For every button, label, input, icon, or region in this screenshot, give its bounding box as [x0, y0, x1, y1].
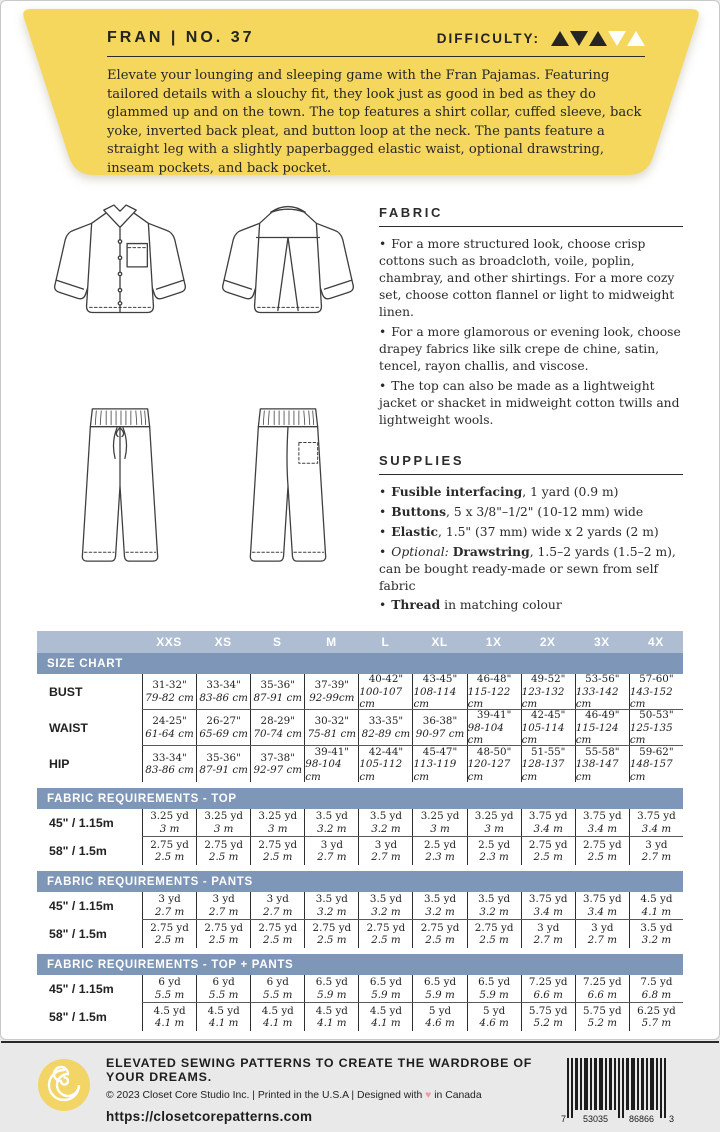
- bullet-icon: •: [379, 237, 387, 251]
- supplies-heading: SUPPLIES: [379, 453, 683, 475]
- yardage-cell: 7.25 yd 6.6 m: [575, 975, 629, 1002]
- yardage-cell: 3.5 yd 3.2 m: [304, 809, 358, 836]
- tagline: ELEVATED SEWING PATTERNS TO CREATE THE WARDROBE OF YOUR DREAMS.: [106, 1056, 533, 1085]
- yardage-cell: 3.5 yd 3.2 m: [467, 892, 521, 919]
- size-column-header: 4X: [648, 635, 664, 650]
- table-row-45in: [37, 975, 683, 1003]
- measurement-cell: 31-32" 79-82 cm: [142, 674, 196, 709]
- svg-text:86866: 86866: [629, 1114, 655, 1125]
- measurement-cell: 35-36" 87-91 cm: [196, 746, 250, 782]
- drawing-top-back: [205, 199, 371, 351]
- fabric-bullet: • The top can also be made as a lightweight jacket or shacket in midweight cotton twills and lightweight wools.: [379, 378, 680, 427]
- yardage-cell: 3 yd 2.7 m: [629, 837, 683, 865]
- difficulty-triangle-icon: [589, 31, 607, 46]
- bullet-icon: •: [379, 324, 387, 339]
- measurement-cell: 49-52" 123-132 cm: [521, 674, 575, 709]
- table-row-58in: [37, 920, 683, 948]
- section-bar: FABRIC REQUIREMENTS - TOP: [37, 788, 683, 809]
- supply-item: • Optional: Drawstring, 1.5–2 yards (1.5–2 m), can be bought ready-made or sewn from self fabric: [379, 543, 676, 593]
- yardage-cell: 6.5 yd 5.9 m: [467, 975, 521, 1002]
- measurement-cell: 24-25" 61-64 cm: [142, 710, 196, 745]
- yardage-cell: 3.5 yd 3.2 m: [304, 892, 358, 919]
- yardage-cell: 6.5 yd 5.9 m: [358, 975, 412, 1002]
- difficulty-label: DIFFICULTY:: [436, 30, 540, 46]
- yardage-cell: 6 yd 5.5 m: [196, 975, 250, 1002]
- measurement-cell: 42-45" 105-114 cm: [521, 710, 575, 745]
- size-chart-bar: SIZE CHART: [37, 653, 683, 674]
- table-row-hip: [37, 746, 683, 782]
- measurement-cell: 40-42" 100-107 cm: [358, 674, 412, 709]
- fabric-section: [379, 205, 683, 429]
- yardage-cell: 3 yd 2.7 m: [250, 892, 304, 919]
- yardage-cell: 7.25 yd 6.6 m: [521, 975, 575, 1002]
- barcode: [561, 1056, 683, 1132]
- table-row-58in: [37, 1003, 683, 1031]
- yardage-cell: 3 yd 2.7 m: [521, 920, 575, 948]
- table-row-58in: [37, 837, 683, 865]
- supply-item: • Fusible interfacing, 1 yard (0.9 m): [379, 483, 619, 499]
- difficulty-rating: [437, 31, 645, 46]
- yardage-cell: 4.5 yd 4.1 m: [196, 1003, 250, 1031]
- yardage-cell: 3.75 yd 3.4 m: [521, 809, 575, 836]
- yardage-cell: 7.5 yd 6.8 m: [629, 975, 683, 1002]
- yardage-cell: 5.75 yd 5.2 m: [521, 1003, 575, 1031]
- table-row-bust: [37, 674, 683, 710]
- yardage-cell: 3.25 yd 3 m: [250, 809, 304, 836]
- pattern-title: FRAN | NO. 37: [107, 29, 255, 46]
- yardage-cell: 3.25 yd 3 m: [142, 809, 196, 836]
- size-column-header: XS: [214, 635, 232, 650]
- measurement-cell: 33-34" 83-86 cm: [142, 746, 196, 782]
- measurement-cell: 26-27" 65-69 cm: [196, 710, 250, 745]
- bullet-icon: •: [379, 544, 387, 559]
- size-and-fabric-tables: [1, 631, 719, 1031]
- measurement-cell: 39-41" 98-104 cm: [304, 746, 358, 782]
- measurement-cell: 46-48" 115-122 cm: [467, 674, 521, 709]
- footer: [1, 1041, 719, 1132]
- supply-item: • Elastic, 1.5" (37 mm) wide x 2 yards (2 m): [379, 523, 659, 539]
- difficulty-triangle-icon: [608, 31, 626, 46]
- yardage-cell: 2.75 yd 2.5 m: [412, 920, 466, 948]
- yardage-cell: 3.75 yd 3.4 m: [575, 892, 629, 919]
- table-row-waist: [37, 710, 683, 746]
- row-label: 58" / 1.5m: [49, 844, 107, 859]
- row-label: 45" / 1.15m: [49, 899, 114, 914]
- drawing-top-front: [37, 199, 203, 351]
- fabric-bullet-list: [379, 236, 683, 429]
- yardage-cell: 3.25 yd 3 m: [467, 809, 521, 836]
- measurement-cell: 43-45" 108-114 cm: [412, 674, 466, 709]
- size-column-header: S: [272, 635, 282, 650]
- heart-icon: ♥: [425, 1090, 432, 1102]
- yardage-cell: 3.25 yd 3 m: [196, 809, 250, 836]
- size-column-header: 1X: [485, 635, 502, 650]
- supplies-section: [379, 453, 683, 615]
- yardage-cell: 3.75 yd 3.4 m: [575, 809, 629, 836]
- difficulty-triangles: [550, 31, 645, 46]
- flap-divider: [107, 56, 645, 57]
- bullet-icon: •: [379, 598, 387, 613]
- measurement-cell: 28-29" 70-74 cm: [250, 710, 304, 745]
- yardage-cell: 5.75 yd 5.2 m: [575, 1003, 629, 1031]
- yardage-cell: 2.75 yd 2.5 m: [304, 920, 358, 948]
- row-label: 45" / 1.15m: [49, 816, 114, 831]
- measurement-cell: 30-32" 75-81 cm: [304, 710, 358, 745]
- pattern-description: Elevate your lounging and sleeping game with the Fran Pajamas. Featuring tailored details with a slouchy fit, they look just as good in bed as they do glammed up and on the town. The top features a shirt collar, cuffed sleeve, back yoke, inverted back pleat, and button loop at the neck. The pants feature a straight leg with a slightly paperbagged elastic waist, optional drawstring, inseam pockets, and back pocket.: [107, 68, 642, 176]
- measurement-cell: 45-47" 113-119 cm: [412, 746, 466, 782]
- fabric-requirements-top-pants: [37, 954, 683, 1031]
- yardage-cell: 3.5 yd 3.2 m: [412, 892, 466, 919]
- bullet-icon: •: [379, 524, 387, 539]
- row-label: 58" / 1.5m: [49, 927, 107, 942]
- fabric-bullet: • For a more glamorous or evening look, choose drapey fabrics like silk crepe de chine, satin, tencel, rayon challis, and viscose.: [379, 324, 681, 373]
- yardage-cell: 2.75 yd 2.5 m: [467, 920, 521, 948]
- yardage-cell: 2.75 yd 2.5 m: [142, 837, 196, 865]
- measurement-cell: 57-60" 143-152 cm: [629, 674, 683, 709]
- yardage-cell: 3.75 yd 3.4 m: [629, 809, 683, 836]
- fabric-requirements-pants: [37, 871, 683, 948]
- section-bar: FABRIC REQUIREMENTS - PANTS: [37, 871, 683, 892]
- yardage-cell: 5 yd 4.6 m: [412, 1003, 466, 1031]
- row-label: WAIST: [49, 721, 88, 736]
- size-header-cells: [142, 631, 683, 653]
- supplies-list: [379, 484, 683, 615]
- measurement-cell: 53-56" 133-142 cm: [575, 674, 629, 709]
- yardage-cell: 3 yd 2.7 m: [575, 920, 629, 948]
- measurement-cell: 46-49" 115-124 cm: [575, 710, 629, 745]
- bullet-icon: •: [379, 504, 387, 519]
- row-label: 58" / 1.5m: [49, 1010, 107, 1025]
- row-label: HIP: [49, 757, 70, 772]
- size-column-header: L: [381, 635, 390, 650]
- yardage-cell: 4.5 yd 4.1 m: [250, 1003, 304, 1031]
- size-column-header: M: [326, 635, 337, 650]
- fabric-bullet: • For a more structured look, choose crisp cottons such as broadcloth, voile, poplin, chambray, and other shirtings. For a more cozy set, choose cotton flannel or light to midweight linen.: [379, 237, 675, 319]
- yardage-cell: 2.75 yd 2.5 m: [575, 837, 629, 865]
- measurement-cell: 59-62" 148-157 cm: [629, 746, 683, 782]
- supply-item: • Buttons, 5 x 3/8"–1/2" (10-12 mm) wide: [379, 503, 644, 519]
- drawing-pants-front: [37, 401, 203, 569]
- measurement-cell: 51-55" 128-137 cm: [521, 746, 575, 782]
- yardage-cell: 6.5 yd 5.9 m: [412, 975, 466, 1002]
- bullet-icon: •: [379, 484, 387, 499]
- bullet-icon: •: [379, 378, 387, 393]
- yardage-cell: 4.5 yd 4.1 m: [304, 1003, 358, 1031]
- measurement-cell: 37-38" 92-97 cm: [250, 746, 304, 782]
- technical-drawings: [37, 199, 373, 617]
- svg-text:7: 7: [561, 1114, 567, 1125]
- yardage-cell: 3 yd 2.7 m: [142, 892, 196, 919]
- measurement-cell: 48-50" 120-127 cm: [467, 746, 521, 782]
- measurement-cell: 36-38" 90-97 cm: [412, 710, 466, 745]
- yardage-cell: 2.75 yd 2.5 m: [196, 837, 250, 865]
- copyright-line: © 2023 Closet Core Studio Inc. | Printed in the U.S.A | Designed with ♥ in Canada: [106, 1090, 482, 1102]
- yardage-cell: 6 yd 5.5 m: [142, 975, 196, 1002]
- measurement-cell: 39-41" 98-104 cm: [467, 710, 521, 745]
- yardage-cell: 3 yd 2.7 m: [358, 837, 412, 865]
- size-column-header: 3X: [593, 635, 610, 650]
- size-header-row: [37, 631, 683, 653]
- drawing-pants-back: [205, 401, 371, 569]
- supply-item: • Thread in matching colour: [379, 597, 562, 613]
- yardage-cell: 2.75 yd 2.5 m: [250, 837, 304, 865]
- yardage-cell: 2.75 yd 2.5 m: [521, 837, 575, 865]
- yardage-cell: 6.25 yd 5.7 m: [629, 1003, 683, 1031]
- yardage-cell: 3.25 yd 3 m: [412, 809, 466, 836]
- measurement-cell: 35-36" 87-91 cm: [250, 674, 304, 709]
- section-bar: FABRIC REQUIREMENTS - TOP + PANTS: [37, 954, 683, 975]
- yardage-cell: 2.75 yd 2.5 m: [250, 920, 304, 948]
- yardage-cell: 4.5 yd 4.1 m: [629, 892, 683, 919]
- measurement-cell: 37-39" 92-99cm: [304, 674, 358, 709]
- yardage-cell: 5 yd 4.6 m: [467, 1003, 521, 1031]
- website-link[interactable]: https://closetcorepatterns.com: [106, 1109, 313, 1125]
- yardage-cell: 6.5 yd 5.9 m: [304, 975, 358, 1002]
- yardage-cell: 2.5 yd 2.3 m: [467, 837, 521, 865]
- yardage-cell: 2.5 yd 2.3 m: [412, 837, 466, 865]
- measurement-cell: 33-34" 83-86 cm: [196, 674, 250, 709]
- yardage-cell: 3 yd 2.7 m: [304, 837, 358, 865]
- measurement-cell: 33-35" 82-89 cm: [358, 710, 412, 745]
- yardage-cell: 3.5 yd 3.2 m: [358, 892, 412, 919]
- measurement-cell: 55-58" 138-147 cm: [575, 746, 629, 782]
- yardage-cell: 3.5 yd 3.2 m: [358, 809, 412, 836]
- row-label: BUST: [49, 685, 83, 700]
- yardage-cell: 2.75 yd 2.5 m: [142, 920, 196, 948]
- envelope-flap: [19, 7, 703, 179]
- yardage-cell: 3.5 yd 3.2 m: [629, 920, 683, 948]
- yardage-cell: 6 yd 5.5 m: [250, 975, 304, 1002]
- row-label: 45" / 1.15m: [49, 982, 114, 997]
- yardage-cell: 4.5 yd 4.1 m: [358, 1003, 412, 1031]
- svg-text:53035: 53035: [583, 1114, 609, 1125]
- yardage-cell: 3 yd 2.7 m: [196, 892, 250, 919]
- yardage-cell: 2.75 yd 2.5 m: [358, 920, 412, 948]
- difficulty-triangle-icon: [627, 31, 645, 46]
- size-column-header: XXS: [156, 635, 182, 650]
- table-row-45in: [37, 892, 683, 920]
- size-column-header: XL: [431, 635, 448, 650]
- measurement-cell: 42-44" 105-112 cm: [358, 746, 412, 782]
- closet-core-logo-icon: [37, 1058, 91, 1112]
- size-column-header: 2X: [539, 635, 556, 650]
- fabric-heading: FABRIC: [379, 205, 683, 227]
- measurement-cell: 50-53" 125-135 cm: [629, 710, 683, 745]
- svg-text:3: 3: [669, 1114, 675, 1125]
- fabric-requirements-top: [37, 788, 683, 865]
- table-row-45in: [37, 809, 683, 837]
- difficulty-triangle-icon: [570, 31, 588, 46]
- difficulty-triangle-icon: [551, 31, 569, 46]
- yardage-cell: 4.5 yd 4.1 m: [142, 1003, 196, 1031]
- size-header-spacer: [37, 631, 142, 653]
- yardage-cell: 2.75 yd 2.5 m: [196, 920, 250, 948]
- yardage-cell: 3.75 yd 3.4 m: [521, 892, 575, 919]
